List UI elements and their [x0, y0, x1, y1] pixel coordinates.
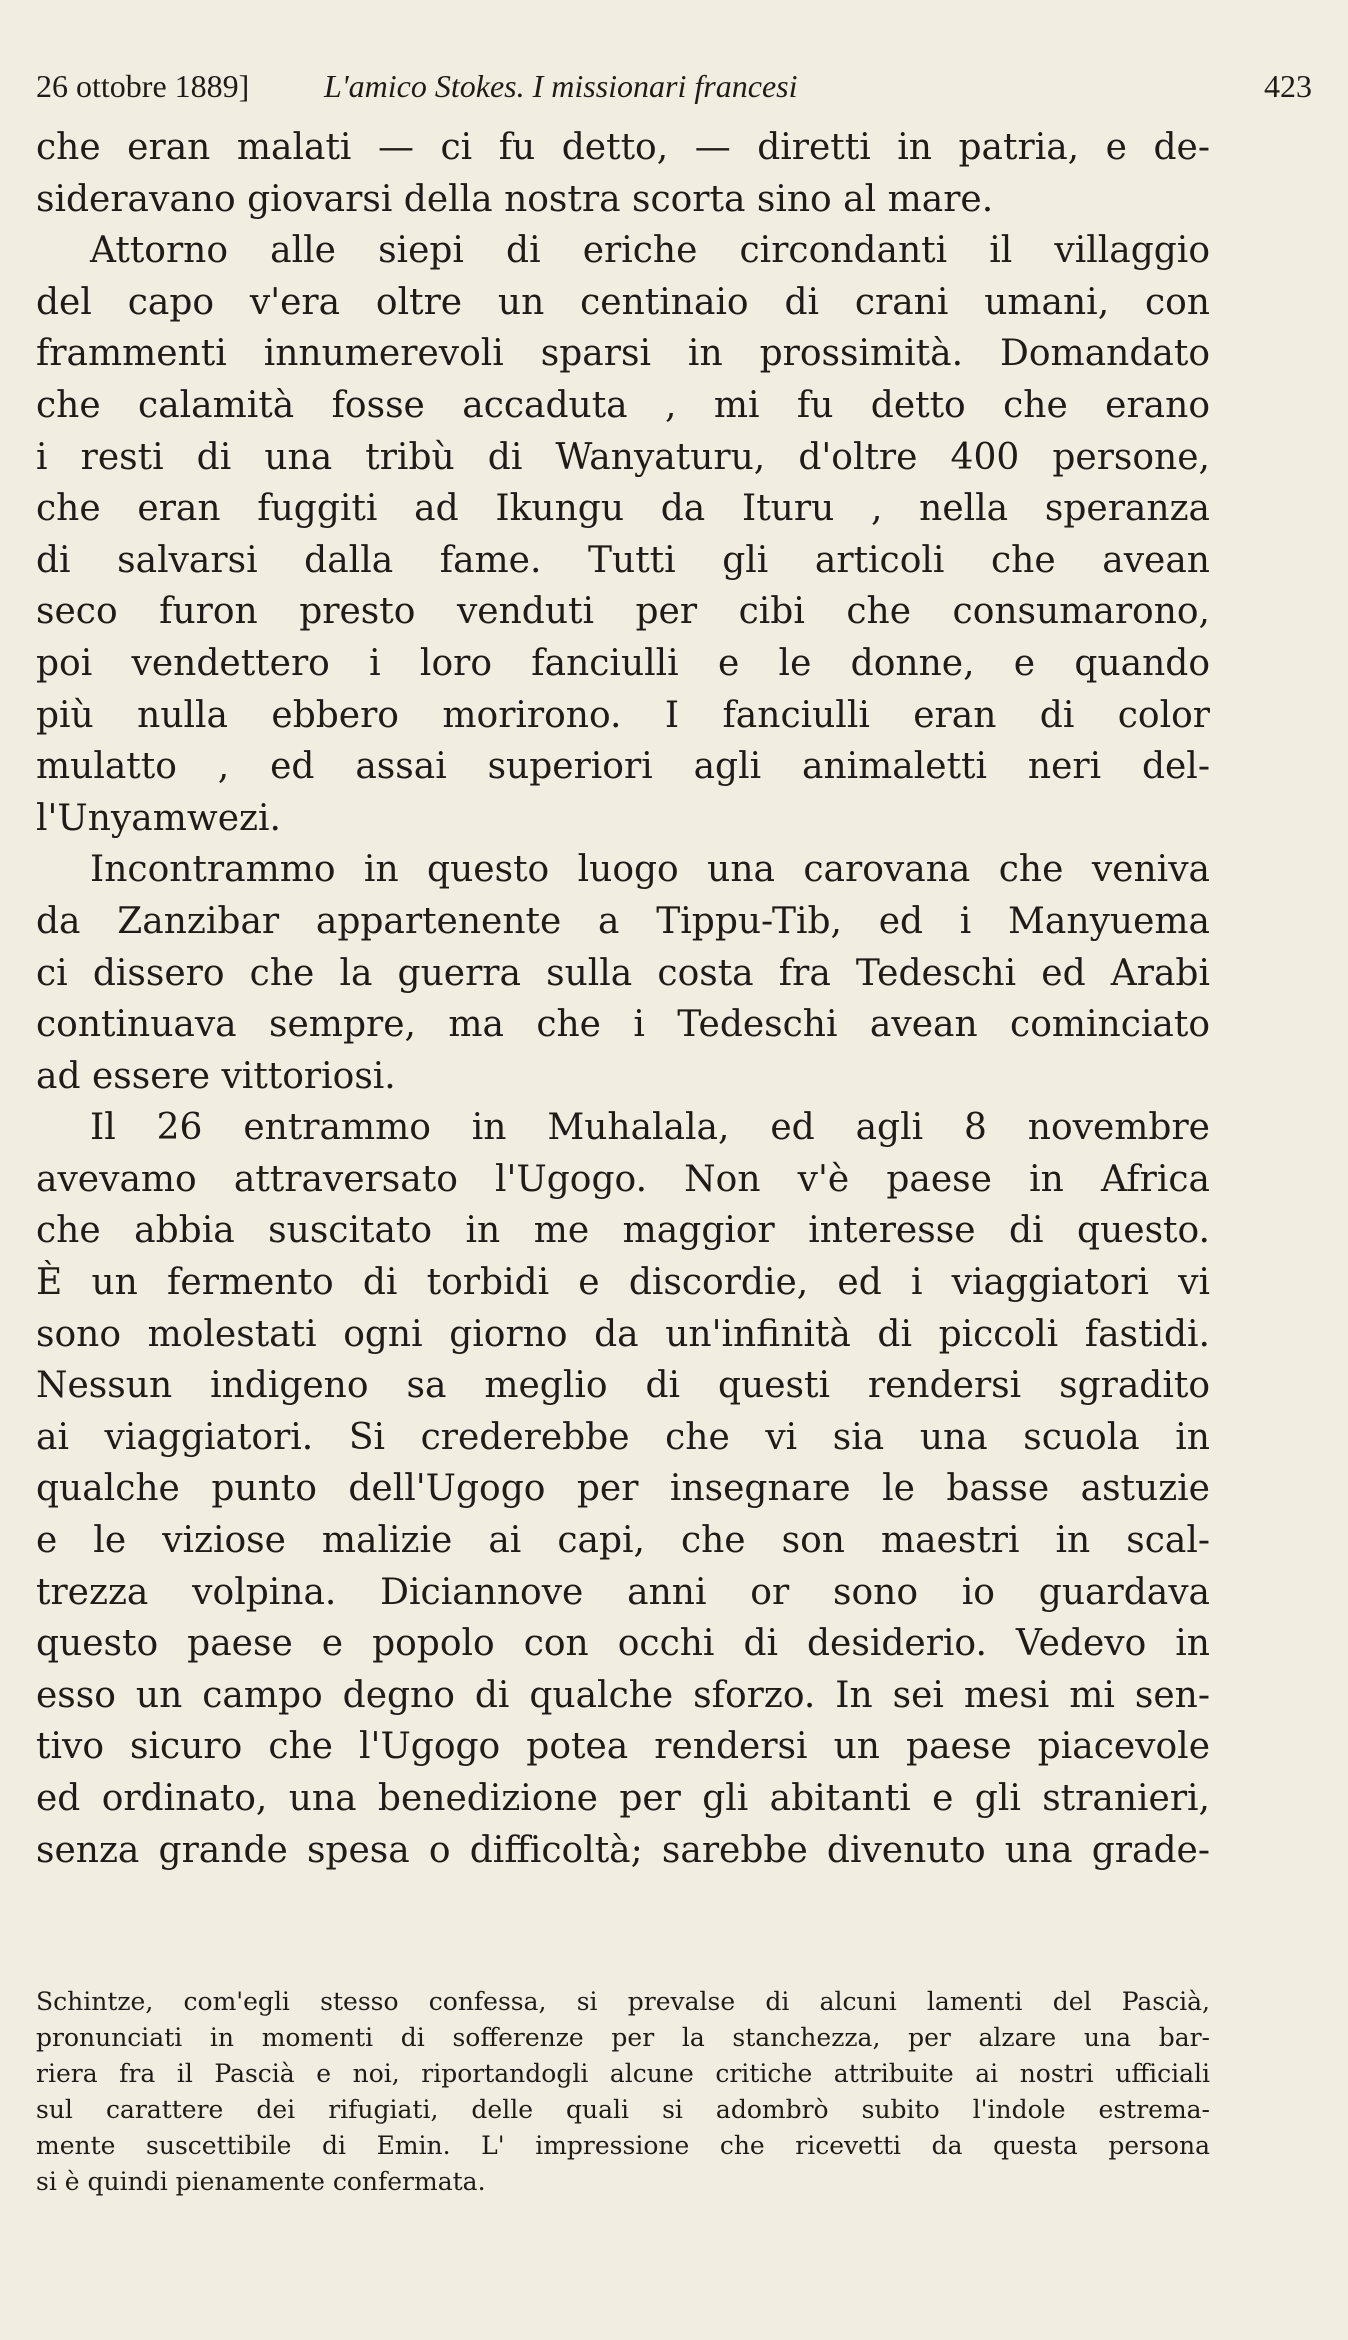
footnote [36, 1984, 1210, 2200]
text-line: di salvarsi dalla fame. Tutti gli articoli che avean [36, 539, 1210, 581]
text-line: esso un campo degno di qualche sforzo. In sei mesi mi sen- [36, 1674, 1210, 1716]
text-line: e le viziose malizie ai capi, che son maestri in scal- [36, 1520, 1210, 1562]
text-line: continuava sempre, ma che i Tedeschi avean cominciato [36, 1004, 1210, 1046]
text-line: È un fermento di torbidi e discordie, ed i viaggiatori vi [36, 1262, 1210, 1304]
text-line: che abbia suscitato in me maggior interesse di questo. [36, 1210, 1210, 1252]
text-line: sono molestati ogni giorno da un'infinità di piccoli fastidi. [36, 1313, 1210, 1355]
text-line: i resti di una tribù di Wanyaturu, d'oltre 400 persone, [36, 436, 1210, 478]
text-line: ci dissero che la guerra sulla costa fra Tedeschi ed Arabi [36, 952, 1210, 994]
text-line: Il 26 entrammo in Muhalala, ed agli 8 novembre [90, 1107, 1210, 1149]
text-line: ad essere vittoriosi. [36, 1055, 396, 1097]
text-line: Nessun indigeno sa meglio di questi rendersi sgradito [36, 1365, 1210, 1407]
text-line: questo paese e popolo con occhi di desiderio. Vedevo in [36, 1623, 1210, 1665]
text-line: più nulla ebbero morirono. I fanciulli eran di color [36, 694, 1210, 736]
footnote-line: Schintze, com'egli stesso confessa, si prevalse di alcuni lamenti del Pascià, [36, 1987, 1210, 2016]
text-line: che eran fuggiti ad Ikungu da Ituru , nella speranza [36, 488, 1210, 530]
page-number: 423 [1264, 68, 1312, 104]
text-line: seco furon presto venduti per cibi che consumarono, [36, 591, 1210, 633]
text-line: ai viaggiatori. Si crederebbe che vi sia una scuola in [36, 1416, 1210, 1458]
text-line: del capo v'era oltre un centinaio di crani umani, con [36, 281, 1210, 323]
header-title: L'amico Stokes. I missionari francesi [324, 68, 798, 104]
footnote-line: mente suscettibile di Emin. L' impressione che ricevetti da questa persona [36, 2131, 1210, 2160]
text-line: Attorno alle siepi di eriche circondanti il villaggio [90, 230, 1210, 272]
text-line: avevamo attraversato l'Ugogo. Non v'è paese in Africa [36, 1158, 1210, 1200]
footnote-line: sul carattere dei rifugiati, delle quali si adombrò subito l'indole estrema- [36, 2095, 1210, 2124]
text-line: che eran malati — ci fu detto, — diretti in patria, e de- [36, 127, 1210, 168]
text-line: senza grande spesa o difficoltà; sarebbe divenuto una grade- [36, 1829, 1210, 1871]
text-line: frammenti innumerevoli sparsi in prossimità. Domandato [36, 333, 1210, 375]
text-line: Incontrammo in questo luogo una carovana che veniva [90, 849, 1210, 891]
footnote-line: pronunciati in momenti di sofferenze per la stanchezza, per alzare una bar- [36, 2023, 1210, 2052]
text-line: da Zanzibar appartenente a Tippu-Tib, ed i Manyuema [36, 900, 1210, 942]
text-line: mulatto , ed assai superiori agli animaletti neri del- [36, 746, 1210, 788]
body-text [36, 122, 1210, 1876]
text-line: l'Unyamwezi. [36, 797, 281, 839]
text-line: trezza volpina. Diciannove anni or sono io guardava [36, 1571, 1210, 1613]
running-header [36, 62, 1312, 110]
header-date: 26 ottobre 1889] [36, 68, 250, 104]
text-line: che calamità fosse accaduta , mi fu detto che erano [36, 384, 1210, 426]
text-line: sideravano giovarsi della nostra scorta sino al mare. [36, 178, 994, 220]
text-line: tivo sicuro che l'Ugogo potea rendersi un paese piacevole [36, 1726, 1210, 1768]
footnote-line: riera fra il Pascià e noi, riportandogli alcune critiche attribuite ai nostri ufficiali [36, 2059, 1210, 2088]
footnote-line: si è quindi pienamente confermata. [36, 2167, 486, 2196]
text-line: poi vendettero i loro fanciulli e le donne, e quando [36, 642, 1210, 684]
text-line: ed ordinato, una benedizione per gli abitanti e gli stranieri, [36, 1778, 1210, 1819]
text-line: qualche punto dell'Ugogo per insegnare le basse astuzie [36, 1468, 1210, 1510]
